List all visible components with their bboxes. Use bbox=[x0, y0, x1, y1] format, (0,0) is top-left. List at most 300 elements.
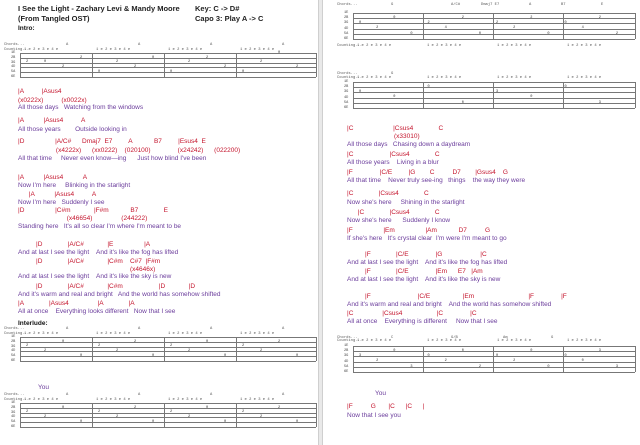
tab-fret-number: 0 bbox=[62, 405, 65, 410]
tab-bar-line bbox=[635, 82, 636, 108]
tab-fret-number: 0 bbox=[393, 16, 396, 20]
tab-staff bbox=[344, 80, 635, 110]
tab-fret-number: 3 bbox=[598, 349, 601, 353]
lyric-line: All at once Everything is different Now that I see bbox=[347, 318, 498, 325]
tab-counting-beats: 1 e 2 e 3 e 4 e bbox=[24, 48, 59, 52]
tab-fret-number: 0 bbox=[530, 95, 533, 100]
tab-counting-beats: 1 e 2 e 3 e 4 e bbox=[168, 48, 203, 52]
tab-counting-beats: 1 e 2 e 3 e 4 e bbox=[497, 44, 532, 48]
tab-string-line bbox=[353, 23, 635, 24]
tab-staff bbox=[11, 335, 316, 363]
tab-fret-number: 2 bbox=[188, 415, 191, 420]
tab-fret-number: 0 bbox=[44, 60, 47, 65]
tab-fret-number: 2 bbox=[134, 339, 137, 344]
tab-fret-number: 0 bbox=[564, 21, 567, 26]
tab-counting-beats: 1 e 2 e 3 e 4 e bbox=[427, 44, 462, 48]
tab-fret-number: 2 bbox=[376, 26, 379, 31]
tab-counting-label: Counting... bbox=[337, 76, 363, 80]
tab-counting-beats: 1 e 2 e 3 e 4 e bbox=[96, 332, 131, 336]
song-subtitle: (From Tangled OST) bbox=[18, 14, 90, 23]
string-name: 5A bbox=[11, 420, 16, 425]
chord-line: |D |A/C# |E |A bbox=[18, 241, 151, 248]
tab-chord-name: B7 bbox=[561, 3, 566, 7]
tab-fret-number: 2 bbox=[260, 60, 263, 65]
lyric-line: You bbox=[375, 390, 386, 397]
tab-string-line bbox=[20, 403, 316, 404]
tab-string-line bbox=[353, 364, 635, 369]
string-name: 6E bbox=[11, 425, 16, 429]
tab-fret-number: 2 bbox=[296, 65, 299, 70]
tab-counting-beats: 1 e 2 e 3 e 4 e bbox=[168, 398, 203, 402]
chord-line: |F |C/E |G |C bbox=[347, 251, 487, 258]
tab-fret-number: 0 bbox=[393, 349, 396, 353]
tab-fret-number: 0 bbox=[393, 95, 396, 100]
interlude-label: Interlude: bbox=[18, 320, 48, 327]
tab-fret-number: 2 bbox=[188, 349, 191, 354]
chord-line: |F G |C |C | bbox=[347, 403, 425, 410]
tab-fret-number: 0 bbox=[547, 31, 550, 36]
song-title: I See the Light - Zachary Levi & Mandy Moore bbox=[18, 4, 180, 13]
tab-fret-number: 0 bbox=[427, 354, 430, 359]
tab-fret-number: 0 bbox=[170, 70, 173, 74]
tab-counting-beats: 1 e 2 e 3 e 4 e bbox=[96, 398, 131, 402]
lyric-line: All those days Chasing down a daydream bbox=[347, 141, 471, 148]
lyric-line: All that time Never even know—ing Just how blind I've been bbox=[18, 155, 207, 162]
tab-string-line bbox=[20, 405, 316, 410]
tab-counting-label: Counting... bbox=[4, 332, 30, 336]
string-name: 4D bbox=[11, 65, 16, 70]
string-name: 6E bbox=[344, 106, 349, 110]
tab-counting-label: Counting... bbox=[337, 339, 363, 343]
tab-bar-line bbox=[316, 337, 317, 361]
chord-line: |F |Em |Am D7 G bbox=[347, 227, 491, 234]
tab-fret-number: 0 bbox=[224, 420, 227, 424]
tab-string-line bbox=[353, 87, 635, 88]
string-name: 1E bbox=[11, 335, 16, 339]
chord-line: (x0222x) (x0022x) bbox=[18, 97, 87, 104]
tab-fret-number: 2 bbox=[444, 359, 447, 364]
tab-staff bbox=[344, 11, 635, 41]
tab-fret-number: 2 bbox=[530, 16, 533, 20]
tab-chord-name: E bbox=[601, 3, 604, 7]
chord-line: |D |C#m |F#m B7 E bbox=[18, 207, 168, 214]
string-name: 1E bbox=[344, 344, 349, 348]
tab-fret-number: 0 bbox=[547, 364, 550, 369]
string-name: 5A bbox=[11, 354, 16, 359]
tab-bar-line bbox=[92, 337, 93, 361]
tab-chord-name: G/B bbox=[451, 336, 458, 340]
string-name: 2B bbox=[11, 339, 16, 344]
lyric-line: Standing here It's all so clear I'm where I'm meant to be bbox=[18, 223, 182, 230]
string-name: 3G bbox=[11, 344, 16, 349]
tab-fret-number: 2 bbox=[170, 344, 173, 349]
tab-fret-number: 0 bbox=[296, 420, 299, 424]
string-name: 4D bbox=[344, 359, 349, 364]
chord-line: |C |Csus4 C bbox=[347, 125, 444, 132]
lyric-line: Now I'm here Blinking in the starlight bbox=[18, 182, 131, 189]
chord-line: (x4222x) (xx0222) (020100) (x24242) (022200) bbox=[18, 147, 241, 154]
tab-bar-line bbox=[164, 53, 165, 77]
tab-fret-number: 0 bbox=[152, 354, 155, 358]
tab-fret-number: 3 bbox=[410, 364, 413, 369]
string-name: 3G bbox=[344, 354, 349, 359]
tab-bar-line bbox=[423, 13, 424, 39]
tab-fret-number: 2 bbox=[116, 415, 119, 420]
string-name: 4D bbox=[344, 26, 349, 31]
tab-string-line bbox=[20, 422, 316, 423]
chord-line: |C |Csus4 C bbox=[347, 151, 440, 158]
chord-line: |F |C/E |G C D7 |Gsus4 G bbox=[347, 169, 508, 176]
tab-string-line bbox=[353, 13, 635, 14]
tab-bar-line bbox=[20, 337, 21, 361]
string-name: 5A bbox=[344, 100, 349, 105]
tab-counting-beats: 1 e 2 e 3 e 4 e bbox=[24, 398, 59, 402]
tab-chord-name: G bbox=[551, 336, 554, 340]
tab-bar-line bbox=[353, 13, 354, 39]
lyric-line: And at last I see the light And it's like the fog has lifted bbox=[347, 259, 508, 266]
tab-fret-number: 2 bbox=[278, 339, 281, 344]
tab-chord-name: A/C# bbox=[451, 3, 461, 7]
tab-fret-number: 3 bbox=[359, 354, 362, 359]
lyric-line: You bbox=[38, 384, 49, 391]
tab-bar-line bbox=[316, 403, 317, 427]
string-name: 6E bbox=[11, 359, 16, 363]
tab-counting-beats: 1 e 2 e 3 e 4 e bbox=[96, 48, 131, 52]
tab-fret-number: 0 bbox=[296, 354, 299, 358]
tab-chords-label: Chords... bbox=[337, 3, 358, 7]
tab-chord-name: A bbox=[210, 393, 213, 397]
chord-line: |D |A/C# |C#m |D |D bbox=[18, 283, 196, 290]
tab-counting-beats: 1 e 2 e 3 e 4 e bbox=[240, 48, 275, 52]
tab-fret-number: 2 bbox=[44, 349, 47, 354]
tab-string-line bbox=[353, 92, 635, 93]
tab-string-line bbox=[353, 82, 635, 83]
intro-label: Intro: bbox=[18, 25, 35, 32]
tab-string-line bbox=[20, 351, 316, 352]
string-name: 1E bbox=[11, 401, 16, 405]
tab-string-line bbox=[353, 362, 635, 363]
tab-string-line bbox=[353, 356, 635, 357]
tab-chord-name: G bbox=[391, 72, 394, 76]
string-name: 1E bbox=[344, 11, 349, 15]
string-name: 2B bbox=[344, 85, 349, 90]
tab-fret-number: 4 bbox=[444, 26, 447, 31]
tab-bar-line bbox=[423, 82, 424, 108]
tab-fret-number: 0 bbox=[98, 70, 101, 74]
tab-fret-number: 0 bbox=[224, 354, 227, 358]
song-capo: Capo 3: Play A -> C bbox=[195, 14, 264, 23]
tab-chord-name: A bbox=[66, 43, 69, 47]
tab-string-line bbox=[353, 31, 635, 36]
tab-chord-name: Dmaj7 E7 bbox=[481, 3, 500, 7]
tab-string-line bbox=[20, 427, 316, 428]
tab-string-line bbox=[20, 63, 316, 64]
tab-fret-number: 0 bbox=[278, 50, 281, 55]
tab-fret-number: 2 bbox=[513, 359, 516, 364]
tab-bar-line bbox=[493, 13, 494, 39]
tab-chord-name: A bbox=[138, 327, 141, 331]
tab-counting-beats: 1 e 2 e 3 e 4 e bbox=[240, 398, 275, 402]
tab-fret-number: 0 bbox=[152, 420, 155, 424]
tab-string-line bbox=[353, 372, 635, 373]
string-name: 4D bbox=[11, 349, 16, 354]
tab-fret-number: 0 bbox=[152, 55, 155, 60]
tab-bar-line bbox=[236, 403, 237, 427]
tab-fret-number: 2 bbox=[242, 344, 245, 349]
tab-fret-number: 0 bbox=[80, 354, 83, 358]
tab-string-line bbox=[353, 29, 635, 30]
tab-counting-beats: 1 e 2 e 3 e 4 e bbox=[497, 339, 532, 343]
tab-bar-line bbox=[635, 13, 636, 39]
tab-counting-label: Counting... bbox=[337, 44, 363, 48]
tab-string-line bbox=[20, 339, 316, 344]
left-page bbox=[0, 0, 319, 445]
tab-bar-line bbox=[423, 346, 424, 372]
string-name: 6E bbox=[344, 370, 349, 374]
tab-string-line bbox=[20, 347, 316, 348]
tab-fret-number: 2 bbox=[98, 344, 101, 349]
tab-fret-number: 0 bbox=[206, 405, 209, 410]
string-name: 5A bbox=[11, 70, 16, 75]
string-name: 2B bbox=[344, 16, 349, 21]
tab-fret-number: 0 bbox=[427, 85, 430, 89]
tab-counting-beats: 1 e 2 e 3 e 4 e bbox=[357, 44, 392, 48]
lyric-line: And at last I see the light And it's like the sky is new bbox=[347, 276, 501, 283]
string-name: 3G bbox=[11, 60, 16, 65]
tab-fret-number: 2 bbox=[26, 410, 29, 415]
tab-fret-number: 0 bbox=[461, 100, 464, 105]
tab-fret-number: 2 bbox=[134, 405, 137, 410]
tab-staff bbox=[344, 344, 635, 374]
tab-fret-number: 2 bbox=[376, 359, 379, 364]
tab-fret-number: 0 bbox=[496, 354, 499, 359]
chord-line: |C |Csus4 C bbox=[347, 209, 440, 216]
tab-fret-number: 0 bbox=[80, 420, 83, 424]
tab-chord-name: A bbox=[282, 393, 285, 397]
chord-line: |A |Asus4 A bbox=[18, 191, 97, 198]
chord-line: |C |Csus4 |C |C bbox=[347, 310, 477, 317]
tab-counting-beats: 1 e 2 e 3 e 4 e bbox=[240, 332, 275, 336]
tab-bar-line bbox=[20, 53, 21, 77]
string-name: 4D bbox=[11, 415, 16, 420]
tab-fret-number: 2 bbox=[224, 65, 227, 70]
chord-line: |F |C/E |Em E7 |Am bbox=[347, 268, 483, 275]
tab-counting-label: Counting... bbox=[4, 48, 30, 52]
tab-chords-label: Chords... bbox=[337, 336, 358, 340]
tab-bar-line bbox=[92, 403, 93, 427]
tab-fret-number: 2 bbox=[134, 65, 137, 70]
tab-counting-beats: 1 e 2 e 3 e 4 e bbox=[427, 339, 462, 343]
chord-line: |A |Asus4 A bbox=[18, 117, 86, 124]
tab-bar-line bbox=[164, 403, 165, 427]
tab-bar-line bbox=[563, 346, 564, 372]
tab-bar-line bbox=[236, 337, 237, 361]
tab-fret-number: 2 bbox=[170, 410, 173, 415]
tab-string-line bbox=[20, 413, 316, 414]
tab-fret-number: 0 bbox=[359, 90, 362, 95]
tab-string-line bbox=[353, 108, 635, 109]
tab-bar-line bbox=[635, 346, 636, 372]
tab-fret-number: 0 bbox=[581, 359, 584, 364]
lyric-line: All at once Everything looks different Now that I see bbox=[18, 308, 176, 315]
tab-chord-name: A bbox=[138, 393, 141, 397]
tab-fret-number: 0 bbox=[478, 31, 482, 36]
tab-chords-label: Chords... bbox=[4, 43, 25, 47]
string-name: 3G bbox=[11, 410, 16, 415]
string-name: 3G bbox=[344, 21, 349, 26]
tab-fret-number: 2 bbox=[478, 364, 482, 369]
lyric-line: All those years Living in a blur bbox=[347, 159, 439, 166]
tab-fret-number: 0 bbox=[62, 339, 65, 344]
string-name: 2B bbox=[11, 405, 16, 410]
tab-string-line bbox=[20, 55, 316, 60]
string-name: 3G bbox=[344, 90, 349, 95]
tab-bar-line bbox=[92, 53, 93, 77]
tab-counting-beats: 1 e 2 e 3 e 4 e bbox=[427, 76, 462, 80]
tab-counting-beats: 1 e 2 e 3 e 4 e bbox=[24, 332, 59, 336]
lyric-line: And it's warm and real and bright And the world has somehow shifted bbox=[347, 301, 552, 308]
tab-fret-number: 2 bbox=[615, 31, 619, 36]
tab-chords-label: Chords... bbox=[4, 393, 25, 397]
tab-string-line bbox=[20, 67, 316, 68]
chord-line: |A |Asus4 |A |A bbox=[18, 300, 135, 307]
lyric-line: And at last I see the light And it's like the sky is new bbox=[18, 273, 172, 280]
tab-fret-number: 2 bbox=[188, 60, 191, 65]
lyric-line: Now I'm here Suddenly I see bbox=[18, 199, 105, 206]
tab-fret-number: 2 bbox=[26, 60, 29, 65]
tab-fret-number: 2 bbox=[461, 16, 464, 20]
lyric-line: If she's here It's crystal clear I'm were I'm meant to go bbox=[347, 235, 507, 242]
tab-counting-beats: 1 e 2 e 3 e 4 e bbox=[567, 76, 602, 80]
tab-counting-beats: 1 e 2 e 3 e 4 e bbox=[567, 339, 602, 343]
tab-chord-name: A bbox=[66, 393, 69, 397]
string-name: 6E bbox=[11, 75, 16, 79]
tab-string-line bbox=[20, 361, 316, 362]
tab-fret-number: 0 bbox=[242, 70, 245, 74]
tab-fret-number: 2 bbox=[98, 410, 101, 415]
chord-line: |D |A/C# Dmaj7 E7 A B7 |Esus4 E bbox=[18, 138, 206, 145]
chord-line: |F |C/E |Em |F |F bbox=[347, 293, 567, 300]
tab-string-line bbox=[20, 417, 316, 418]
tab-fret-number: 2 bbox=[260, 349, 263, 354]
tab-fret-number: 2 bbox=[44, 415, 47, 420]
tab-fret-number: 0 bbox=[530, 349, 533, 353]
tab-fret-number: 2 bbox=[116, 349, 119, 354]
tab-fret-number: 0 bbox=[564, 354, 567, 359]
tab-string-line bbox=[20, 72, 316, 73]
tab-counting-beats: 1 e 2 e 3 e 4 e bbox=[357, 339, 392, 343]
tab-bar-line bbox=[353, 82, 354, 108]
tab-chord-name: A bbox=[66, 327, 69, 331]
chord-line: (x46654) (244222) bbox=[18, 215, 148, 222]
tab-fret-number: 0 bbox=[461, 349, 464, 353]
lyric-line: And it's warm and real and bright And the world has somehow shifted bbox=[18, 291, 221, 298]
chord-line: |D |A/C# |C#m C#7 |F#m bbox=[18, 258, 161, 265]
tab-fret-number: 3 bbox=[496, 90, 499, 95]
chord-line: (x33010) bbox=[347, 133, 420, 140]
tab-counting-beats: 1 e 2 e 3 e 4 e bbox=[168, 332, 203, 336]
lyric-line: Now she's here Suddenly I know bbox=[347, 217, 451, 224]
tab-chords-label: Chords... bbox=[337, 72, 358, 76]
tab-fret-number: 2 bbox=[26, 344, 29, 349]
tab-chords-label: Chords... bbox=[4, 327, 25, 331]
string-name: 6E bbox=[344, 37, 349, 41]
string-name: 2B bbox=[11, 55, 16, 60]
tab-fret-number: 3 bbox=[598, 100, 601, 105]
string-name: 5A bbox=[344, 364, 349, 369]
tab-fret-number: 0 bbox=[564, 85, 567, 89]
tab-chord-name: C bbox=[391, 336, 394, 340]
tab-counting-beats: 1 e 2 e 3 e 4 e bbox=[357, 76, 392, 80]
tab-counting-beats: 1 e 2 e 3 e 4 e bbox=[497, 76, 532, 80]
tab-fret-number: 2 bbox=[513, 26, 516, 31]
chord-line: |C |Csus4 C bbox=[347, 190, 429, 197]
chord-line: |A |Asus4 bbox=[18, 88, 62, 95]
tab-fret-number: 2 bbox=[598, 16, 601, 20]
tab-counting-label: Counting... bbox=[4, 398, 30, 402]
tab-bar-line bbox=[563, 13, 564, 39]
string-name: 5A bbox=[344, 31, 349, 36]
tab-string-line bbox=[20, 356, 316, 357]
tab-bar-line bbox=[493, 82, 494, 108]
tab-fret-number: 0 bbox=[359, 21, 362, 26]
tab-fret-number: 0 bbox=[206, 339, 209, 344]
lyric-line: All those days Watching from the windows bbox=[18, 104, 144, 111]
string-name: 1E bbox=[344, 80, 349, 84]
tab-bar-line bbox=[164, 337, 165, 361]
tab-chord-name: Am bbox=[503, 336, 508, 340]
tab-staff bbox=[11, 401, 316, 429]
tab-bar-line bbox=[236, 53, 237, 77]
tab-fret-number: 2 bbox=[427, 21, 430, 26]
chord-line: |A |Asus4 A bbox=[18, 174, 88, 181]
string-name: 4D bbox=[344, 95, 349, 100]
lyric-line: All that time Never truly see-ing things the way they were bbox=[347, 177, 526, 184]
tab-bar-line bbox=[20, 403, 21, 427]
tab-fret-number: 2 bbox=[260, 415, 263, 420]
tab-string-line bbox=[353, 346, 635, 347]
string-name: 1E bbox=[11, 51, 16, 55]
tab-fret-number: 4 bbox=[581, 26, 584, 31]
tab-chord-name: A bbox=[529, 3, 532, 7]
right-page bbox=[322, 0, 640, 445]
tab-fret-number: 2 bbox=[206, 55, 209, 60]
lyric-line: And at last I see the light And it's like the fog has lifted bbox=[18, 249, 179, 256]
tab-chord-name: A bbox=[138, 43, 141, 47]
tab-chord-name: A bbox=[282, 327, 285, 331]
tab-chord-name: A bbox=[210, 327, 213, 331]
tab-counting-beats: 1 e 2 e 3 e 4 e bbox=[567, 44, 602, 48]
string-name: 2B bbox=[344, 349, 349, 354]
tab-chord-name: A bbox=[282, 43, 285, 47]
tab-bar-line bbox=[353, 346, 354, 372]
lyric-line: Now that I see you bbox=[347, 412, 401, 419]
tab-chord-name: A bbox=[210, 43, 213, 47]
tab-fret-number: 2 bbox=[116, 60, 119, 65]
tab-fret-number: 2 bbox=[242, 410, 245, 415]
tab-string-line bbox=[20, 337, 316, 338]
tab-fret-number: 0 bbox=[410, 31, 413, 36]
chord-line: (x4646x) bbox=[18, 266, 156, 273]
tab-fret-number: 3 bbox=[615, 364, 619, 369]
tab-bar-line bbox=[493, 346, 494, 372]
tab-bar-line bbox=[316, 53, 317, 77]
tab-string-line bbox=[20, 77, 316, 78]
tab-fret-number: 2 bbox=[496, 21, 499, 26]
song-key: Key: C -> D# bbox=[195, 4, 240, 13]
tab-fret-number: 2 bbox=[80, 55, 83, 60]
tab-string-line bbox=[353, 39, 635, 40]
